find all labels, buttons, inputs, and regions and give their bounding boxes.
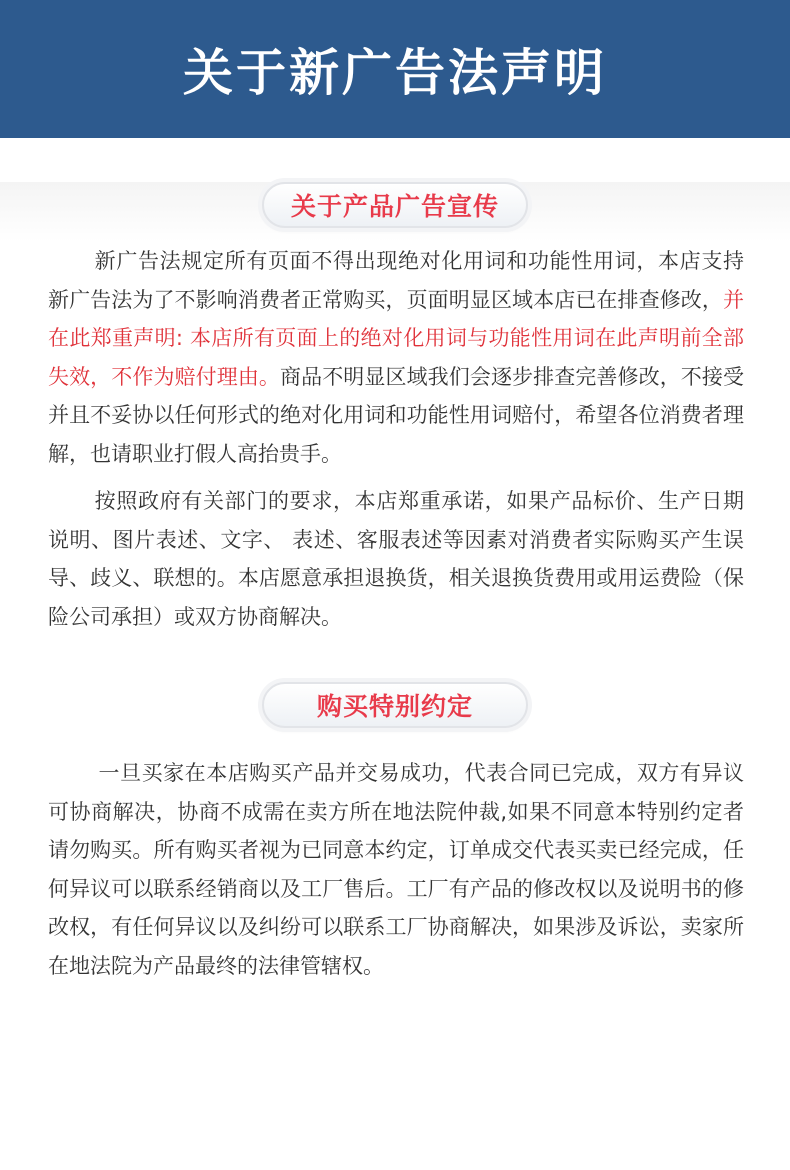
content-area xyxy=(0,182,790,1170)
header-banner xyxy=(0,0,790,138)
commitment-text: 按照政府有关部门的要求，本店郑重承诺，如果产品标价、生产日期说明、图片表述、文字、 表述、客服表述等因素对消费者实际购买产生误导、歧义、联想的。本店愿意承担退换货，相关退换货费用或用运费险（保险公司承担）或双方协商解决。 xyxy=(48,489,744,629)
section-ad-title: 关于产品广告宣传 xyxy=(290,192,499,221)
ad-law-declaration: 并在此郑重声明: 本店所有页面上的绝对化用词与功能性用词在此声明前全部失效，不作为赔付理由。 xyxy=(48,287,744,389)
page-title: 关于新广告法声明 xyxy=(183,44,607,102)
purchase-agreement-text: 一旦买家在本店购买产品并交易成功，代表合同已完成，双方有异议可协商解决，协商不成需在卖方所在地法院仲裁,如果不同意本特别约定者请勿购买。所有购买者视为已同意本约定，订单成交代表买卖已经完成，任何异议可以联系经销商以及工厂售后。工厂有产品的修改权以及说明书的修改权，有任何异议以及纠纷可以联系工厂协商解决，如果涉及诉讼，卖家所在地法院为产品最终的法律管辖权。 xyxy=(48,761,744,978)
purchase-agreement-paragraph xyxy=(48,754,744,985)
ad-law-text-start: 新广告法规定所有页面不得出现绝对化用词和功能性用词，本店支持新广告法为了不影响消费者正常购买，页面明显区域本店已在排查修改， xyxy=(48,249,744,312)
section-ad-heading xyxy=(262,182,528,228)
ad-law-paragraph xyxy=(48,242,744,473)
section-purchase-heading-wrap xyxy=(0,682,790,728)
ad-law-text-end: 商品不明显区域我们会逐步排查完善修改，不接受并且不妥协以任何形式的绝对化用词和功能性用词赔付，希望各位消费者理解，也请职业打假人高抬贵手。 xyxy=(48,364,744,466)
section-ad-heading-wrap xyxy=(0,182,790,228)
section-purchase-title: 购买特别约定 xyxy=(316,692,473,721)
section-purchase-heading xyxy=(262,682,528,728)
commitment-paragraph xyxy=(48,482,744,636)
